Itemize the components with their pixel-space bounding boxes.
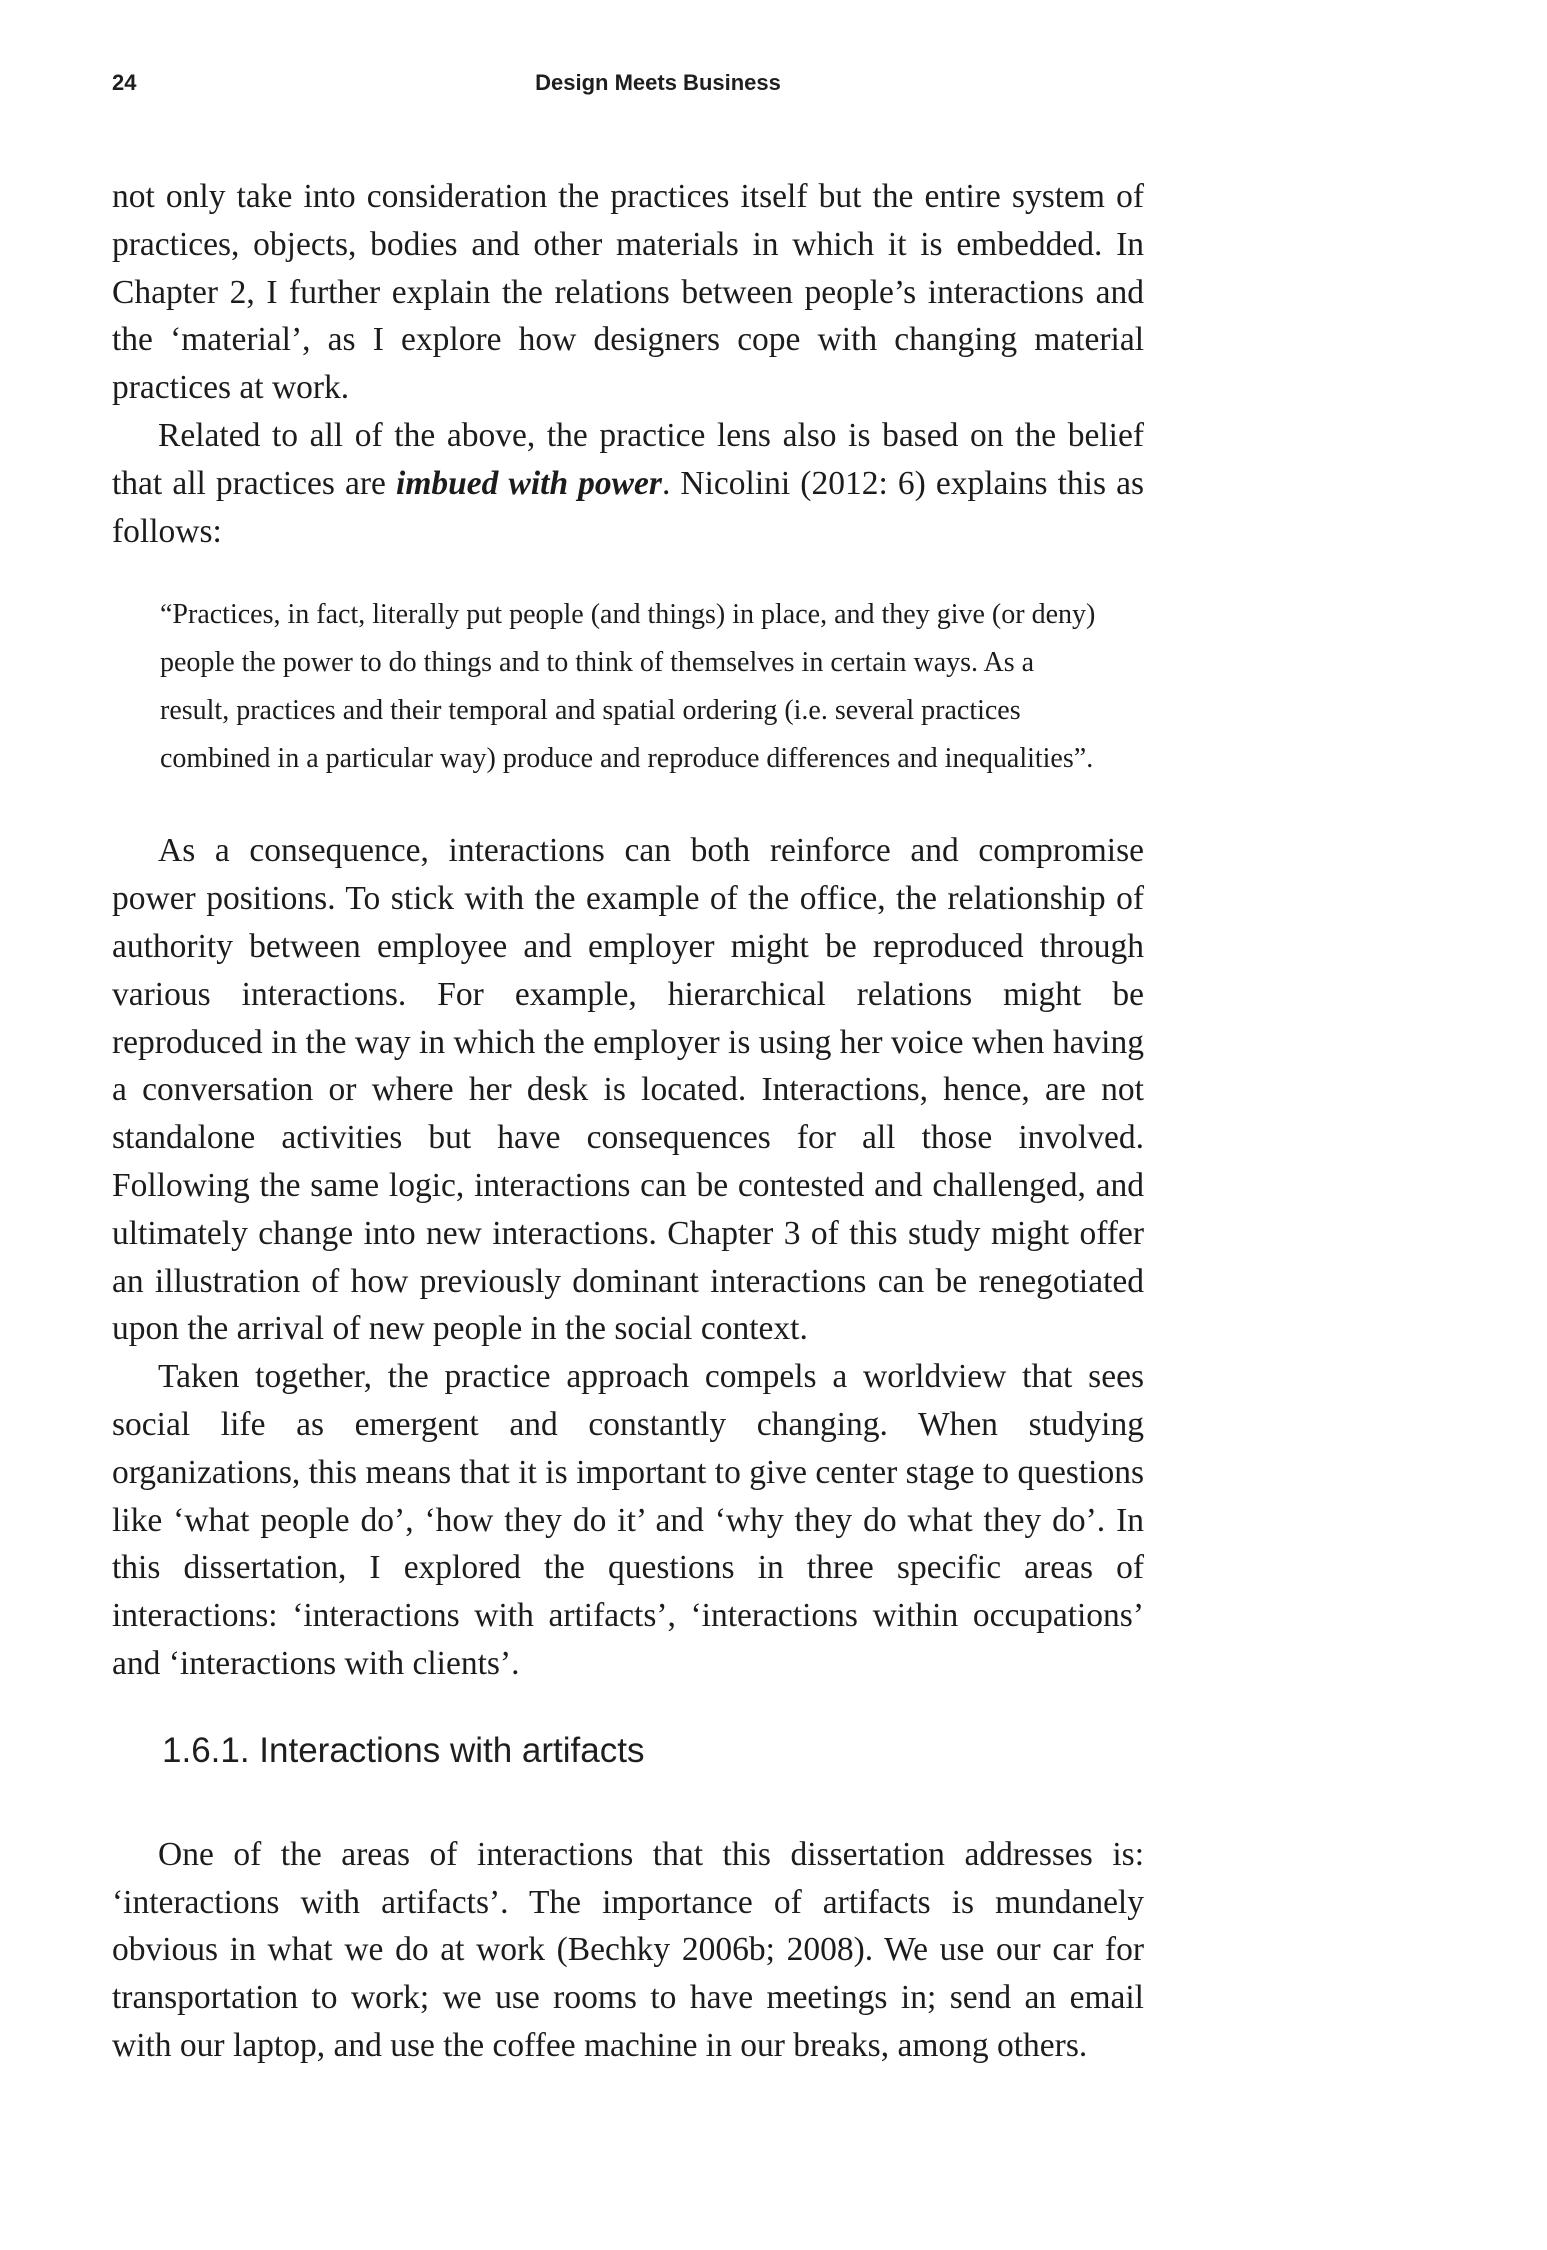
section-heading: 1.6.1. Interactions with artifacts	[162, 1730, 645, 1770]
paragraph: One of the areas of interactions that this dissertation addresses is: ‘interactions with artifacts’. The importance of artifacts is mundanely obvious in what we do at work (Bechky 2006b; 2008). We use our car for transportation to work; we use rooms to have meetings in; send an email with our laptop, and use the coffee machine in our breaks, among others.	[112, 1835, 1144, 2064]
paragraph: As a consequence, interactions can both reinforce and compromise power positions. To stick with the example of the office, the relationship of authority between employee and employer might be reproduced through various interactions. For example, hierarchical relations might be reproduced in the way in which the employer is using her voice when having a conversation or where her desk is located. Interactions, hence, are not standalone activities but have consequences for all those involved. Following the same logic, interactions can be contested and challenged, and ultimately change into new interactions. Chapter 3 of this study might offer an illustration of how previously dominant interactions can be renegotiated upon the arrival of new people in the social context.	[112, 832, 1144, 1348]
book-title: Design Meets Business	[535, 70, 781, 95]
page-number: 24	[112, 70, 137, 95]
paragraph-text: . Nicolini (2012: 6) explains this as follows:	[112, 464, 1144, 550]
paragraph	[112, 412, 1144, 555]
block-quote: “Practices, in fact, literally put people (and things) in place, and they give (or deny) people the power to do things and to think of themselves in certain ways. As a result, practices and their temporal and spatial ordering (i.e. several practices combined in a particular way) produce and reproduce differences and inequalities”.	[160, 599, 1096, 775]
paragraph: not only take into consideration the practices itself but the entire system of practices, objects, bodies and other materials in which it is embedded. In Chapter 2, I further explain the relations between people’s interactions and the ‘material’, as I explore how designers cope with changing material practices at work.	[112, 178, 1144, 407]
paragraph-text: Related to all of the above, the practice lens also is based on the belief that all practices are	[112, 416, 1144, 502]
running-header	[112, 70, 1144, 100]
emphasis-text: imbued with power	[396, 464, 662, 502]
paragraph: Taken together, the practice approach compels a worldview that sees social life as emergent and constantly changing. When studying organizations, this means that it is important to give center stage to questions like ‘what people do’, ‘how they do it’ and ‘why they do what they do’. In this dissertation, I explored the questions in three specific areas of interactions: ‘interactions with artifacts’, ‘interactions within occupations’ and ‘interactions with clients’.	[112, 1358, 1144, 1682]
body-text	[112, 173, 1144, 2070]
